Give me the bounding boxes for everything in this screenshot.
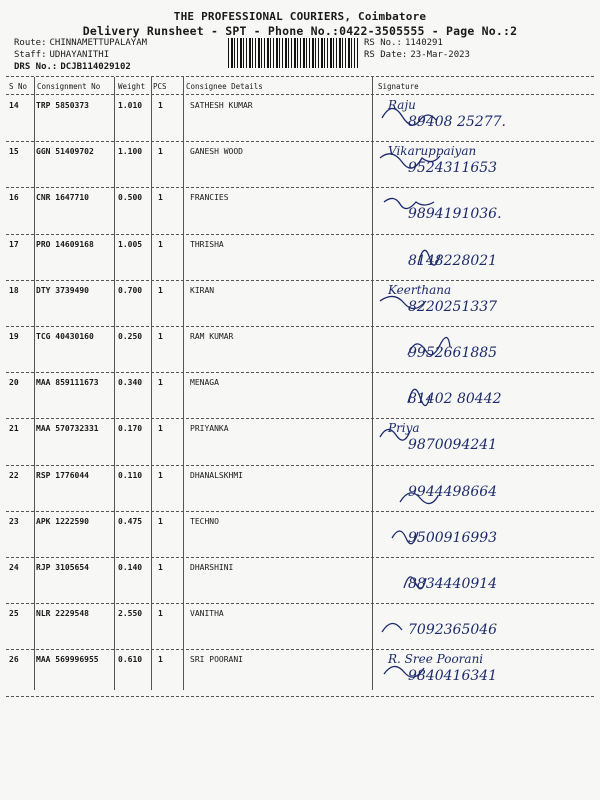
row-consignment-no: APK 1222590 bbox=[36, 516, 89, 526]
col-weight: Weight bbox=[118, 82, 146, 91]
rs-no-field bbox=[364, 38, 443, 48]
row-signature bbox=[378, 558, 578, 604]
row-weight: 0.110 bbox=[118, 470, 143, 480]
signature-name: Raju bbox=[388, 98, 416, 112]
row-sno: 20 bbox=[9, 378, 19, 388]
route-label: Route: bbox=[14, 38, 47, 48]
col-consignment: Consignment No bbox=[37, 82, 101, 91]
row-weight: 0.140 bbox=[118, 563, 143, 572]
drs-value: DCJB114029102 bbox=[60, 62, 131, 72]
runsheet-title: Delivery Runsheet - SPT - Phone No.:0422-3505555 - Page No.:2 bbox=[82, 24, 518, 38]
row-weight: 0.610 bbox=[118, 655, 143, 665]
company-title: THE PROFESSIONAL COURIERS, Coimbatore bbox=[173, 10, 427, 23]
row-weight: 0.170 bbox=[118, 424, 143, 434]
row-consignee-name: RAM KUMAR bbox=[190, 332, 234, 341]
table-row bbox=[0, 188, 600, 234]
table-row bbox=[0, 650, 600, 696]
row-sno: 14 bbox=[9, 101, 19, 110]
row-weight: 1.005 bbox=[118, 239, 143, 249]
row-consignment-no: TRP 5850373 bbox=[36, 101, 89, 110]
signature-phone: 89408 25277. bbox=[408, 114, 506, 130]
signature-phone: 7092365046 bbox=[408, 622, 498, 639]
row-weight: 0.500 bbox=[118, 193, 143, 203]
row-sno: 17 bbox=[9, 239, 19, 249]
row-signature bbox=[378, 604, 578, 650]
rs-date-value: 23-Mar-2023 bbox=[410, 50, 470, 60]
row-pcs: 1 bbox=[158, 239, 163, 249]
row-consignee-name: GANESH WOOD bbox=[190, 147, 243, 157]
row-consignment-no: MAA 570732331 bbox=[36, 424, 99, 434]
col-pcs: PCS bbox=[153, 82, 167, 91]
row-consignment-no: RSP 1776044 bbox=[36, 470, 89, 480]
row-pcs: 1 bbox=[158, 655, 163, 665]
row-pcs: 1 bbox=[158, 609, 163, 619]
signature-phone: 9894191036. bbox=[408, 206, 502, 223]
row-sno: 23 bbox=[9, 516, 19, 526]
row-weight: 0.250 bbox=[118, 332, 143, 341]
row-weight: 1.010 bbox=[118, 101, 143, 110]
signature-phone: 9944498664 bbox=[408, 483, 498, 500]
row-sno: 21 bbox=[9, 424, 19, 434]
row-consignee-name: SATHESH KUMAR bbox=[190, 101, 253, 110]
row-signature bbox=[378, 142, 578, 188]
row-consignee-name: DHANALSKHMI bbox=[190, 470, 243, 480]
row-pcs: 1 bbox=[158, 516, 163, 526]
barcode bbox=[228, 38, 358, 68]
rs-no-label: RS No.: bbox=[364, 38, 402, 48]
row-pcs: 1 bbox=[158, 193, 163, 203]
row-separator bbox=[6, 696, 594, 697]
row-signature bbox=[378, 96, 578, 142]
col-consignee: Consignee Details bbox=[186, 82, 263, 91]
row-sno: 25 bbox=[9, 609, 19, 619]
row-signature bbox=[378, 281, 578, 327]
staff-field bbox=[14, 50, 109, 60]
row-weight: 1.100 bbox=[118, 147, 143, 157]
header-bottom-rule bbox=[6, 94, 594, 95]
row-consignment-no: NLR 2229548 bbox=[36, 609, 89, 619]
row-weight: 0.340 bbox=[118, 378, 143, 388]
table-row bbox=[0, 558, 600, 604]
row-consignee-name: SRI POORANI bbox=[190, 655, 243, 665]
row-consignee-name: VANITHA bbox=[190, 609, 224, 619]
row-pcs: 1 bbox=[158, 101, 163, 110]
row-consignee-name: FRANCIES bbox=[190, 193, 229, 203]
row-pcs: 1 bbox=[158, 378, 163, 388]
col-sno: S No bbox=[9, 82, 28, 91]
signature-phone: 81402 80442 bbox=[408, 391, 502, 408]
row-sno: 15 bbox=[9, 147, 19, 157]
table-row bbox=[0, 142, 600, 188]
header-top-rule bbox=[6, 76, 594, 77]
row-consignee-name: DHARSHINI bbox=[190, 563, 234, 572]
row-sno: 26 bbox=[9, 655, 19, 665]
row-pcs: 1 bbox=[158, 285, 163, 295]
row-signature bbox=[378, 419, 578, 465]
row-signature bbox=[378, 327, 578, 373]
table-row bbox=[0, 419, 600, 465]
row-signature bbox=[378, 188, 578, 234]
row-consignee-name: MENAGA bbox=[190, 378, 219, 388]
row-sno: 16 bbox=[9, 193, 19, 203]
row-consignment-no: MAA 569996955 bbox=[36, 655, 99, 665]
row-pcs: 1 bbox=[158, 563, 163, 572]
table-row bbox=[0, 512, 600, 558]
signature-phone: 8834440914 bbox=[408, 576, 498, 592]
row-pcs: 1 bbox=[158, 147, 163, 157]
table-row bbox=[0, 466, 600, 512]
signature-phone: 9500916993 bbox=[408, 529, 498, 546]
signature-phone: 9524311653 bbox=[408, 160, 498, 177]
row-sno: 22 bbox=[9, 470, 19, 480]
row-pcs: 1 bbox=[158, 424, 163, 434]
signature-name: Keerthana bbox=[388, 282, 452, 297]
table-row bbox=[0, 235, 600, 281]
row-signature bbox=[378, 650, 578, 696]
row-weight: 2.550 bbox=[118, 609, 143, 619]
route-value: CHINNAMETTUPALAYAM bbox=[49, 38, 148, 48]
table-row bbox=[0, 373, 600, 419]
table-row bbox=[0, 96, 600, 142]
signature-phone: 8220251337 bbox=[408, 298, 498, 315]
row-sno: 24 bbox=[9, 563, 19, 572]
staff-value: UDHAYANITHI bbox=[49, 50, 110, 60]
row-consignee-name: KIRAN bbox=[190, 285, 215, 295]
rs-date-label: RS Date: bbox=[364, 50, 408, 60]
staff-label: Staff: bbox=[14, 50, 47, 60]
row-consignment-no: PRO 14609168 bbox=[36, 239, 94, 249]
row-sno: 19 bbox=[9, 332, 19, 341]
table-row bbox=[0, 604, 600, 650]
col-signature: Signature bbox=[378, 82, 419, 91]
drs-field bbox=[14, 62, 131, 72]
row-signature bbox=[378, 235, 578, 281]
row-sno: 18 bbox=[9, 285, 19, 295]
signature-phone: 9840416341 bbox=[408, 668, 498, 685]
table-row bbox=[0, 281, 600, 327]
signature-phone: 9870094241 bbox=[408, 437, 498, 454]
signature-name: Vikaruppaiyan bbox=[388, 144, 477, 159]
row-consignment-no: DTY 3739490 bbox=[36, 285, 89, 295]
row-consignment-no: RJP 3105654 bbox=[36, 563, 89, 572]
row-pcs: 1 bbox=[158, 470, 163, 480]
signature-phone: 8148228021 bbox=[408, 252, 498, 269]
table-row bbox=[0, 327, 600, 373]
drs-label: DRS No.: bbox=[14, 62, 58, 72]
route-field bbox=[14, 38, 147, 48]
row-weight: 0.475 bbox=[118, 516, 143, 526]
row-pcs: 1 bbox=[158, 332, 163, 341]
signature-name: Priya bbox=[388, 421, 420, 436]
row-signature bbox=[378, 373, 578, 419]
row-consignment-no: GGN 51409702 bbox=[36, 147, 94, 157]
signature-name: R. Sree Poorani bbox=[388, 652, 484, 667]
row-consignee-name: TECHNO bbox=[190, 516, 219, 526]
rs-no-value: 1140291 bbox=[404, 38, 443, 48]
row-signature bbox=[378, 466, 578, 512]
row-consignee-name: THRISHA bbox=[190, 239, 224, 249]
signature-phone: 9952661885 bbox=[408, 345, 498, 361]
row-signature bbox=[378, 512, 578, 558]
rs-date-field bbox=[364, 50, 470, 60]
row-consignment-no: CNR 1647710 bbox=[36, 193, 89, 203]
row-consignment-no: MAA 859111673 bbox=[36, 378, 99, 388]
row-weight: 0.700 bbox=[118, 285, 143, 295]
row-consignment-no: TCG 40430160 bbox=[36, 332, 94, 341]
row-consignee-name: PRIYANKA bbox=[190, 424, 229, 434]
